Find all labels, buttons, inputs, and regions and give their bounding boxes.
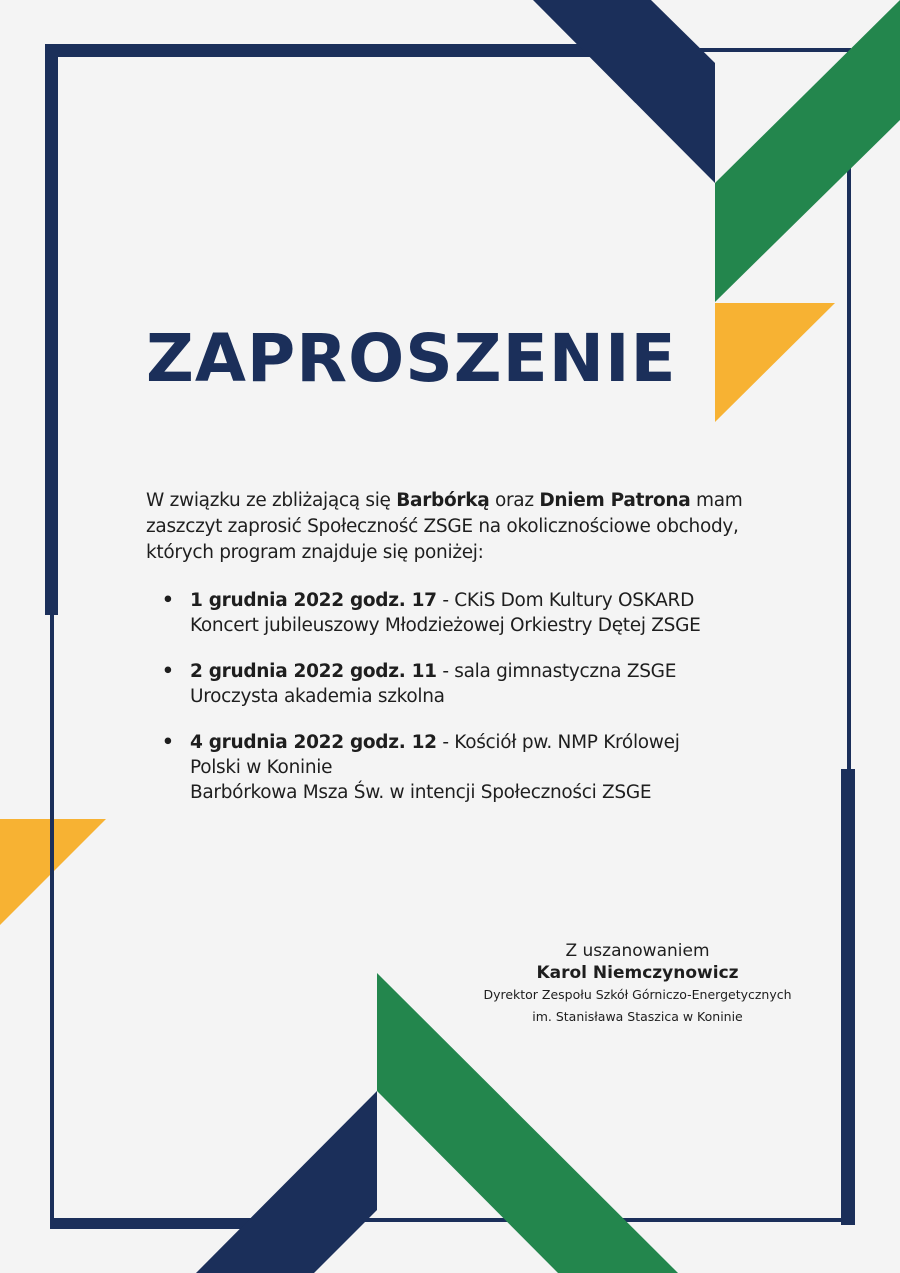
signature-role-line2: im. Stanisława Staszica w Koninie — [532, 1009, 743, 1024]
intro-paragraph — [146, 488, 766, 566]
event-item — [150, 588, 790, 638]
bullet-icon: • — [162, 590, 174, 611]
yellow-triangle-top — [715, 303, 835, 422]
intro-text: mam zaszczyt zaprosić Społeczność ZSGE na okolicznościowe obchody, których program znajduje się poniżej: — [146, 490, 743, 563]
event-item — [150, 659, 790, 709]
frame-top-thick — [45, 44, 595, 57]
event-date: 1 grudnia 2022 godz. 17 — [190, 590, 437, 611]
frame-left-thick — [45, 44, 58, 615]
event-place-continued: Polski w Koninie — [190, 757, 333, 778]
signature-role-line1: Dyrektor Zespołu Szkół Górniczo-Energetycznych — [483, 987, 792, 1002]
navy-stripe-bottom — [196, 1091, 377, 1273]
intro-bold-barborka: Barbórką — [396, 490, 490, 511]
event-place: - CKiS Dom Kultury OSKARD — [436, 590, 695, 611]
event-date: 4 grudnia 2022 godz. 12 — [190, 732, 437, 753]
intro-text: oraz — [489, 490, 540, 511]
intro-text: W związku ze zbliżającą się — [146, 490, 397, 511]
event-place: - Kościół pw. NMP Królowej — [436, 732, 680, 753]
frame-top-thin — [700, 48, 851, 52]
signature-name: Karol Niemczynowicz — [536, 963, 739, 983]
green-stripe-top — [715, 0, 900, 302]
frame-bottom-thick — [50, 1218, 250, 1229]
bullet-icon: • — [162, 732, 174, 753]
event-date: 2 grudnia 2022 godz. 11 — [190, 661, 437, 682]
page-title: ZAPROSZENIE — [146, 320, 677, 397]
event-list — [150, 588, 790, 826]
event-description: Barbórkowa Msza Św. w intencji Społeczności ZSGE — [190, 782, 652, 803]
event-item — [150, 730, 790, 805]
event-place: - sala gimnastyczna ZSGE — [436, 661, 677, 682]
bullet-icon: • — [162, 661, 174, 682]
event-description: Uroczysta akademia szkolna — [190, 686, 445, 707]
frame-left-thin-overlay — [50, 800, 54, 940]
signature-block — [460, 940, 815, 1028]
navy-stripe-top — [533, 0, 715, 183]
frame-right-thick — [841, 769, 855, 1225]
signature-greeting: Z uszanowaniem — [565, 941, 710, 961]
intro-bold-dzien-patrona: Dniem Patrona — [539, 490, 691, 511]
event-description: Koncert jubileuszowy Młodzieżowej Orkiestry Dętej ZSGE — [190, 615, 701, 636]
